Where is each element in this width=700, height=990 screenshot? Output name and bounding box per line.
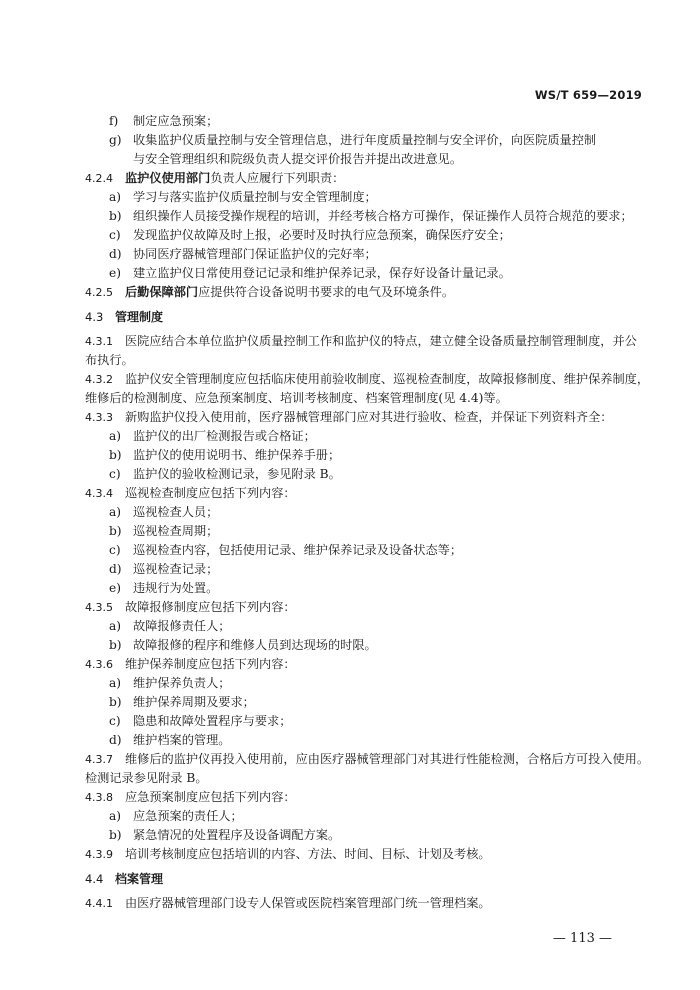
clause-subject: 监护仪使用部门 xyxy=(125,171,211,185)
list-item-text: 应急预案的责任人； xyxy=(133,809,243,823)
list-item-continuation: 与安全管理组织和院级负责人提交评价报告并提出改进意见。 xyxy=(133,152,463,166)
paragraph xyxy=(85,484,645,503)
paragraph-number: 4.3.5 xyxy=(85,601,113,614)
paragraph-number: 4.3.7 xyxy=(85,753,113,766)
list-marker: e) xyxy=(109,266,121,280)
list-item xyxy=(85,674,645,693)
section-heading xyxy=(85,869,645,890)
paragraph-number: 4.3.2 xyxy=(85,373,113,386)
paragraph-text: 医院应结合本单位监护仪质量控制工作和监护仪的特点，建立健全设备质量控制管理制度，并公 xyxy=(125,334,637,348)
list-item-text: 建立监护仪日常使用登记记录和维护保养记录，保存好设备计量记录。 xyxy=(133,266,511,280)
list-item-text: 协同医疗器械管理部门保证监护仪的完好率； xyxy=(133,247,377,261)
list-marker: a) xyxy=(109,429,122,443)
list-marker: d) xyxy=(109,562,122,576)
list-marker: d) xyxy=(109,733,122,747)
paragraph-continuation: 维修后的检测制度、应急预案制度、培训考核制度、档案管理制度(见 4.4)等。 xyxy=(85,391,508,405)
list-marker: c) xyxy=(109,714,121,728)
list-item xyxy=(85,731,645,750)
section-number: 4.3 xyxy=(85,310,104,324)
list-item-text: 监护仪的出厂检测报告或合格证； xyxy=(133,429,316,443)
list-marker: c) xyxy=(109,467,121,481)
paragraph xyxy=(85,408,645,427)
clause xyxy=(85,169,645,188)
list-item xyxy=(85,636,645,655)
paragraph-text: 巡视检查制度应包括下列内容： xyxy=(125,486,296,500)
list-item-text: 监护仪的使用说明书、维护保养手册； xyxy=(133,448,341,462)
list-item xyxy=(85,522,645,541)
list-marker: d) xyxy=(109,247,122,261)
list-item xyxy=(85,264,645,283)
paragraph xyxy=(85,332,645,351)
paragraph xyxy=(85,750,650,769)
paragraph-text: 新购监护仪投入使用前，医疗器械管理部门应对其进行验收、检查，并保证下列资料齐全： xyxy=(125,410,613,424)
list-marker: b) xyxy=(109,209,122,223)
list-item-text: 巡视检查人员； xyxy=(133,505,219,519)
list-item-text: 制定应急预案； xyxy=(133,114,219,128)
paragraph-number: 4.3.9 xyxy=(85,848,113,861)
list-item-text: 组织操作人员接受操作规程的培训，并经考核合格方可操作，保证操作人员符合规范的要求； xyxy=(133,209,633,223)
list-marker: b) xyxy=(109,638,122,652)
paragraph-text: 培训考核制度应包括培训的内容、方法、时间、目标、计划及考核。 xyxy=(125,847,491,861)
list-marker: c) xyxy=(109,228,121,242)
list-marker: a) xyxy=(109,676,122,690)
list-marker: b) xyxy=(109,828,122,842)
list-marker: e) xyxy=(109,581,121,595)
list-item-text: 故障报修责任人； xyxy=(133,619,231,633)
list-item-text: 故障报修的程序和维修人员到达现场的时限。 xyxy=(133,638,377,652)
page-number: — 113 — xyxy=(552,931,612,946)
list-item-text: 违规行为处置。 xyxy=(133,581,219,595)
list-item xyxy=(85,579,645,598)
list-item-text: 巡视检查周期； xyxy=(133,524,219,538)
clause-text: 负责人应履行下列职责： xyxy=(210,171,345,185)
list-marker: b) xyxy=(109,448,122,462)
paragraph-continuation: 检测记录参见附录 B。 xyxy=(85,771,208,785)
paragraph-text: 维修后的监护仪再投入使用前，应由医疗器械管理部门对其进行性能检测，合格后方可投入使用。 xyxy=(125,752,650,766)
paragraph-text: 故障报修制度应包括下列内容： xyxy=(125,600,296,614)
section-title: 管理制度 xyxy=(115,310,164,324)
list-item xyxy=(85,131,645,150)
list-item xyxy=(85,826,645,845)
list-item-text: 维护档案的管理。 xyxy=(133,733,231,747)
section-heading xyxy=(85,307,645,328)
paragraph-text: 监护仪安全管理制度应包括临床使用前验收制度、巡视检查制度，故障报修制度、维护保养制度， xyxy=(125,372,650,386)
list-marker: c) xyxy=(109,543,121,557)
list-item xyxy=(85,712,645,731)
paragraph xyxy=(85,370,650,389)
clause xyxy=(85,283,645,302)
clause-number: 4.2.4 xyxy=(85,172,113,185)
list-item xyxy=(85,807,645,826)
list-item-text: 收集监护仪质量控制与安全管理信息，进行年度质量控制与安全评价，向医院质量控制 xyxy=(133,133,597,147)
list-marker: a) xyxy=(109,505,122,519)
list-item xyxy=(85,541,645,560)
paragraph xyxy=(85,788,645,807)
list-item xyxy=(85,427,645,446)
list-marker: g) xyxy=(109,133,122,147)
list-item xyxy=(85,226,645,245)
list-item xyxy=(85,207,645,226)
list-item xyxy=(85,245,645,264)
list-item-text: 学习与落实监护仪质量控制与安全管理制度； xyxy=(133,190,377,204)
paragraph xyxy=(85,598,645,617)
clause-number: 4.2.5 xyxy=(85,286,113,299)
list-marker: a) xyxy=(109,619,122,633)
document-body xyxy=(85,112,650,913)
clause-subject: 后勤保障部门 xyxy=(125,285,199,299)
paragraph-number: 4.3.1 xyxy=(85,335,113,348)
list-item xyxy=(85,112,645,131)
section-title: 档案管理 xyxy=(115,872,164,886)
paragraph-number: 4.4.1 xyxy=(85,897,113,910)
list-marker: a) xyxy=(109,190,122,204)
list-item xyxy=(85,617,645,636)
list-item xyxy=(85,446,645,465)
paragraph-number: 4.3.4 xyxy=(85,487,113,500)
list-item-text: 维护保养负责人； xyxy=(133,676,231,690)
document-code: WS/T 659—2019 xyxy=(534,88,642,102)
list-item-text: 巡视检查内容，包括使用记录、维护保养记录及设备状态等； xyxy=(133,543,463,557)
list-item xyxy=(85,188,645,207)
list-marker: f) xyxy=(109,114,119,128)
paragraph-text: 由医疗器械管理部门设专人保管或医院档案管理部门统一管理档案。 xyxy=(125,896,491,910)
paragraph-text: 应急预案制度应包括下列内容： xyxy=(125,790,296,804)
paragraph xyxy=(85,655,645,674)
list-item-text: 巡视检查记录； xyxy=(133,562,219,576)
list-item xyxy=(85,503,645,522)
list-item-text: 监护仪的验收检测记录，参见附录 B。 xyxy=(133,467,341,481)
section-number: 4.4 xyxy=(85,872,104,886)
paragraph xyxy=(85,894,645,913)
list-item-text: 发现监护仪故障及时上报，必要时及时执行应急预案，确保医疗安全； xyxy=(133,228,511,242)
list-item xyxy=(85,465,645,484)
list-item-text: 紧急情况的处置程序及设备调配方案。 xyxy=(133,828,341,842)
paragraph-number: 4.3.6 xyxy=(85,658,113,671)
paragraph-number: 4.3.3 xyxy=(85,411,113,424)
list-marker: b) xyxy=(109,524,122,538)
list-marker: b) xyxy=(109,695,122,709)
clause-text: 应提供符合设备说明书要求的电气及环境条件。 xyxy=(198,285,455,299)
paragraph-number: 4.3.8 xyxy=(85,791,113,804)
list-item xyxy=(85,560,645,579)
list-item xyxy=(85,693,645,712)
list-item-text: 维护保养周期及要求； xyxy=(133,695,255,709)
list-item-text: 隐患和故障处置程序与要求； xyxy=(133,714,292,728)
paragraph-continuation: 布执行。 xyxy=(85,353,134,367)
paragraph-text: 维护保养制度应包括下列内容： xyxy=(125,657,296,671)
list-marker: a) xyxy=(109,809,122,823)
paragraph xyxy=(85,845,645,864)
